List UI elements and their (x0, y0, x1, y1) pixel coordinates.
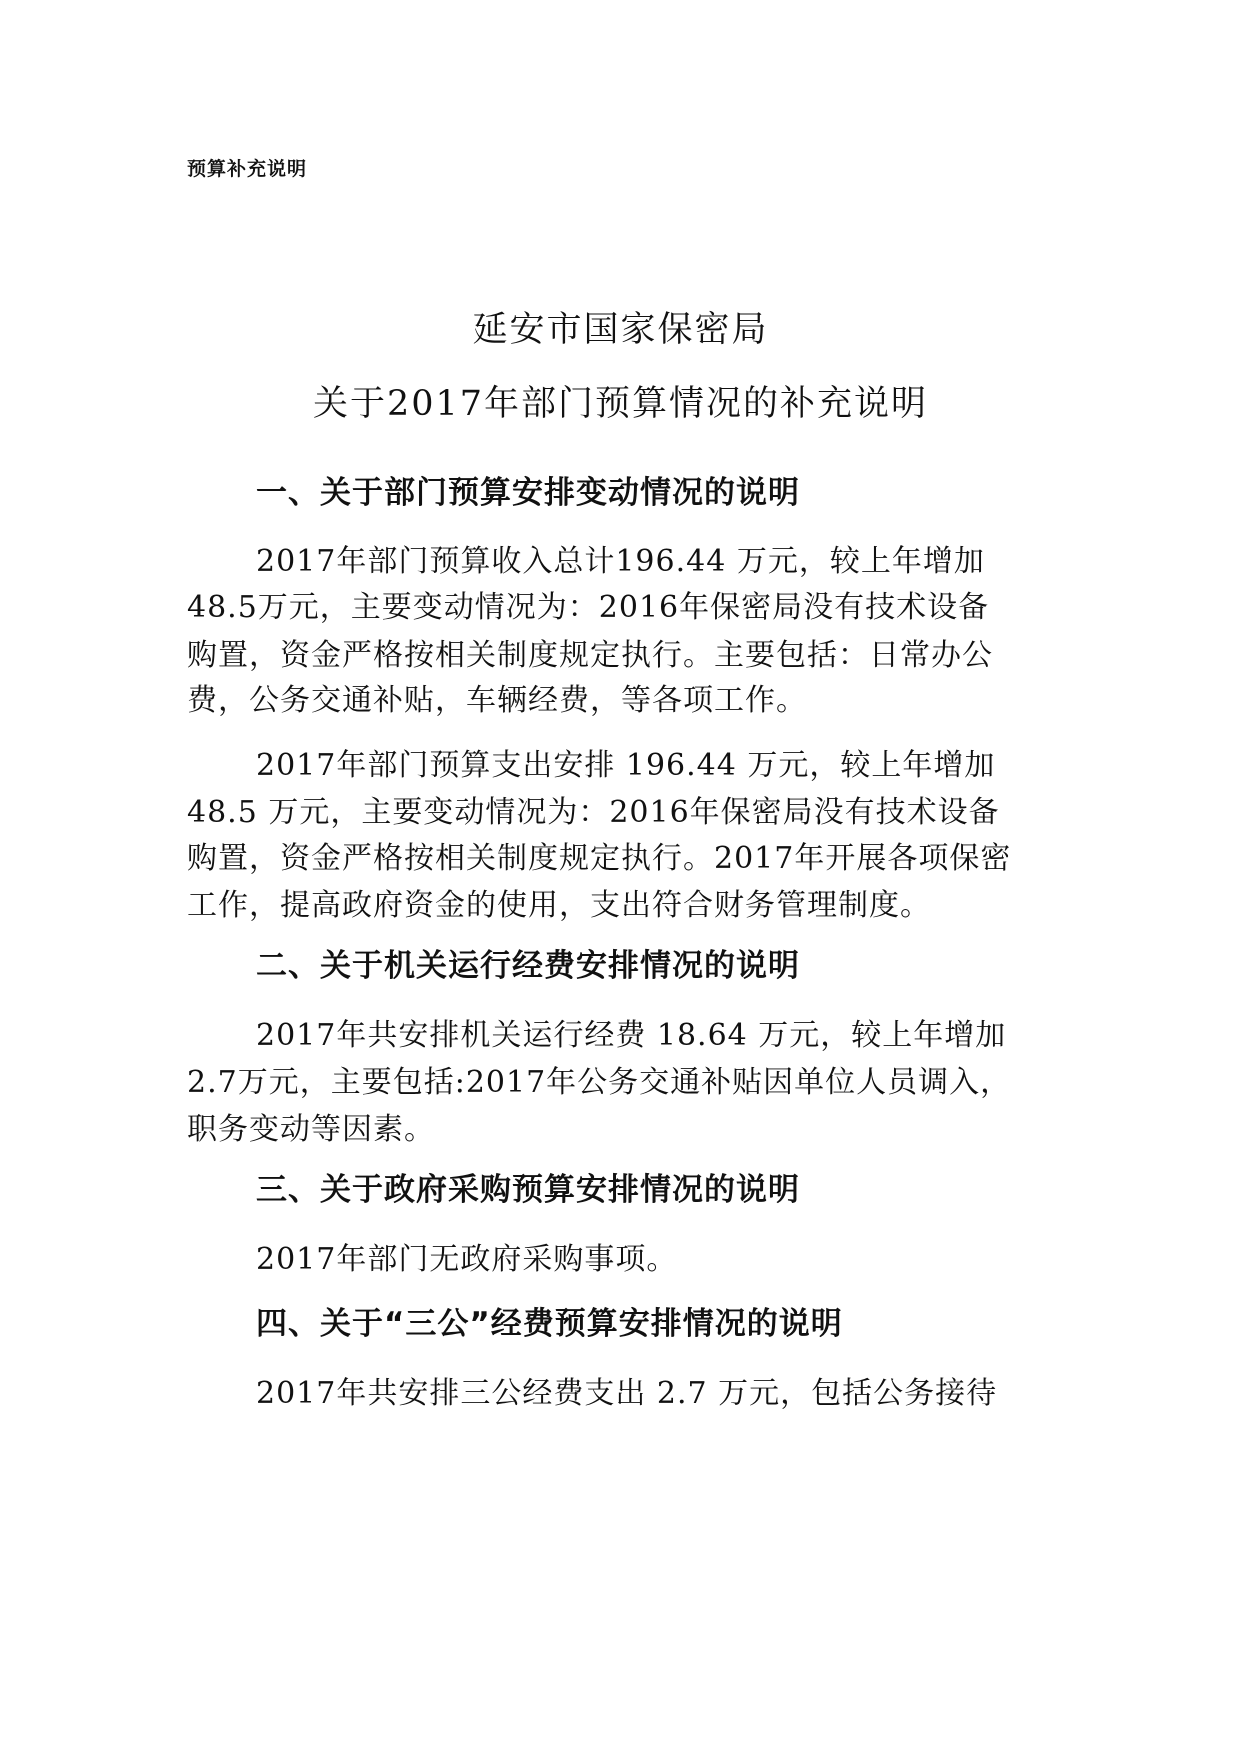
paragraph-line: 职务变动等因素。 (187, 1112, 435, 1147)
paragraph-line: 费，公务交通补贴，车辆经费，等各项工作。 (187, 683, 807, 718)
document-title-line-1: 延安市国家保密局 (472, 310, 769, 350)
paragraph-line: 2017年部门无政府采购事项。 (256, 1242, 678, 1277)
paragraph-line: 购置，资金严格按相关制度规定执行。2017年开展各项保密 (187, 841, 1012, 876)
section-heading-1: 一、关于部门预算安排变动情况的说明 (256, 475, 800, 511)
paragraph-line: 工作，提高政府资金的使用，支出符合财务管理制度。 (187, 888, 931, 923)
section-heading-2: 二、关于机关运行经费安排情况的说明 (256, 948, 800, 984)
paragraph-line: 2017年部门预算收入总计196.44 万元，较上年增加 (256, 544, 985, 579)
section-heading-3: 三、关于政府采购预算安排情况的说明 (256, 1172, 800, 1208)
paragraph-line: 2017年共安排机关运行经费 18.64 万元，较上年增加 (256, 1018, 1007, 1053)
paragraph-line: 购置，资金严格按相关制度规定执行。主要包括：日常办公 (187, 638, 993, 673)
paragraph-line: 2.7万元，主要包括:2017年公务交通补贴因单位人员调入， (187, 1065, 1012, 1100)
paragraph-line: 48.5 万元，主要变动情况为：2016年保密局没有技术设备 (187, 795, 1000, 830)
paragraph-line: 48.5万元，主要变动情况为：2016年保密局没有技术设备 (187, 590, 990, 625)
paragraph-line: 2017年部门预算支出安排 196.44 万元，较上年增加 (256, 748, 996, 783)
document-title-line-2: 关于2017年部门预算情况的补充说明 (312, 384, 929, 424)
paragraph-line: 2017年共安排三公经费支出 2.7 万元，包括公务接待 (256, 1376, 998, 1411)
header-label: 预算补充说明 (187, 158, 308, 180)
section-heading-4: 四、关于“三公”经费预算安排情况的说明 (256, 1306, 843, 1342)
